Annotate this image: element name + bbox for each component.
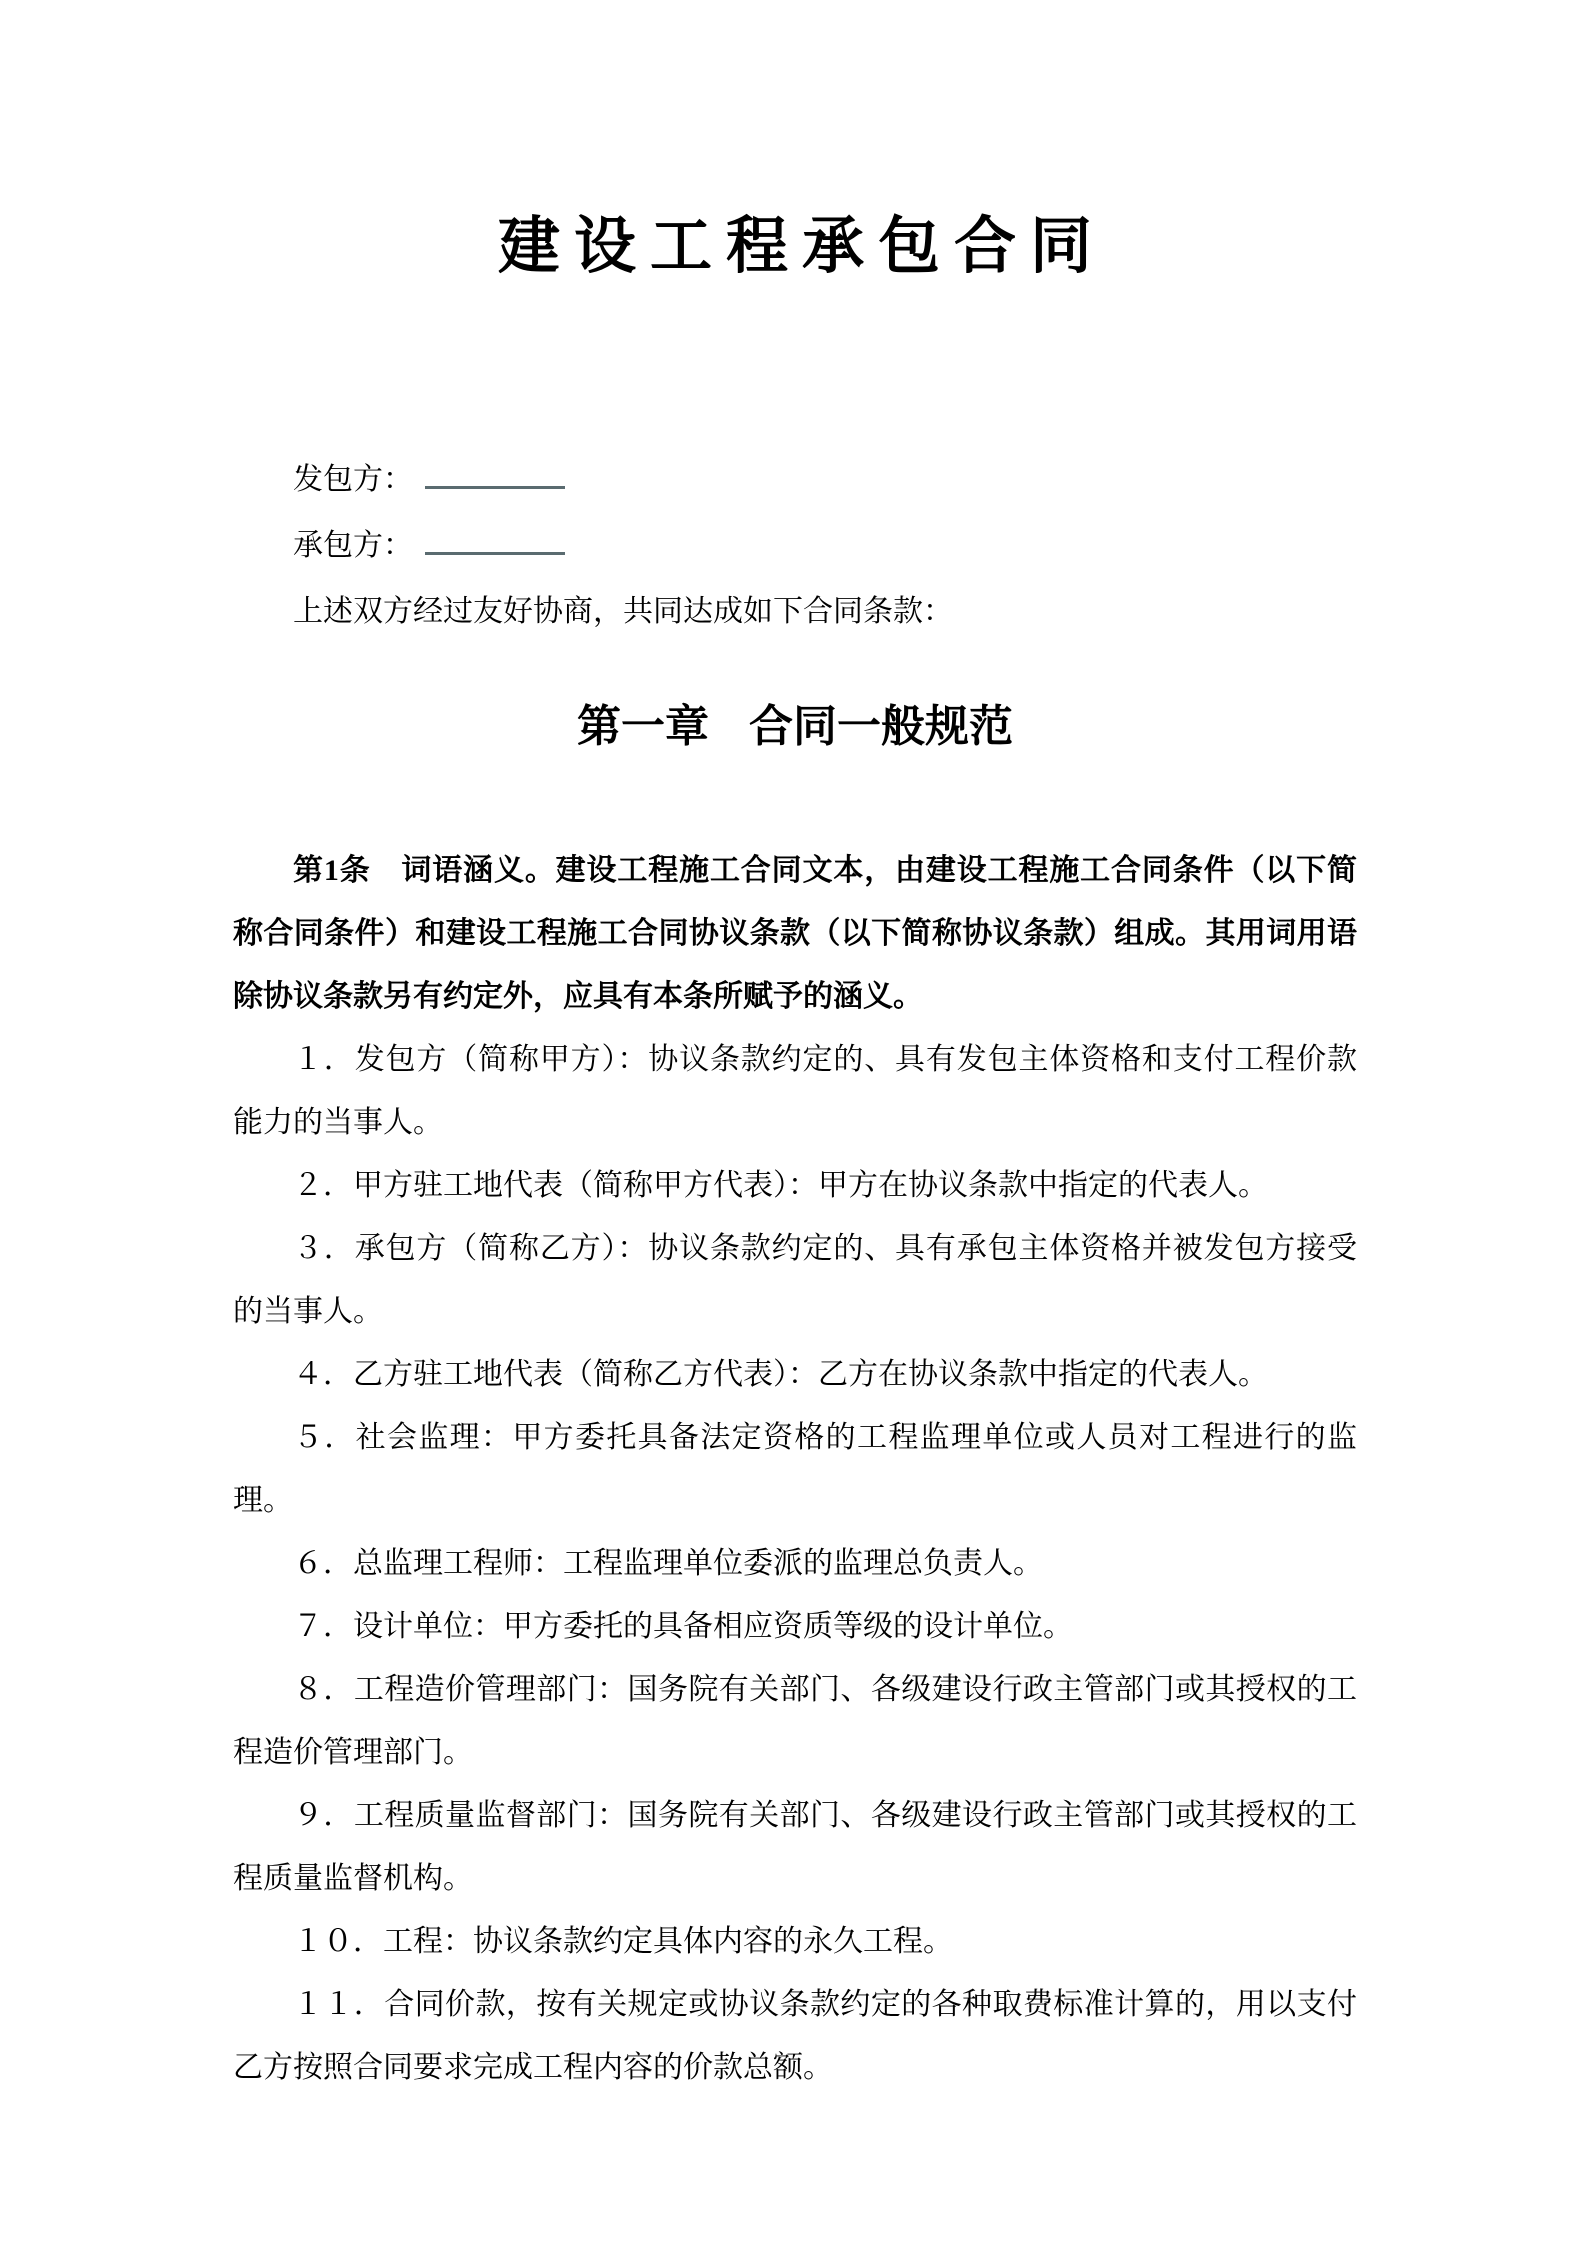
- clause-item: ４．乙方驻工地代表（简称乙方代表）：乙方在协议条款中指定的代表人。: [293, 1358, 1268, 1391]
- intro-line: 上述双方经过友好协商，共同达成如下合同条款：: [293, 595, 953, 628]
- chapter-number: 第一章: [577, 702, 709, 751]
- party-a-label: 发包方：: [293, 463, 413, 496]
- clause-item: １１．合同价款，按有关规定或协议条款约定的各种取费标准计算的，用以支付乙方按照合同要求完成工程内容的价款总额。: [233, 1988, 1357, 2084]
- party-b-label: 承包方：: [293, 529, 413, 562]
- party-a-line: [293, 447, 1357, 513]
- document-title: 建设工程承包合同: [497, 213, 1106, 281]
- clause-item: ２．甲方驻工地代表（简称甲方代表）：甲方在协议条款中指定的代表人。: [293, 1169, 1268, 1202]
- clause-1-items: [233, 1028, 1357, 2099]
- clause-item: ３．承包方（简称乙方）：协议条款约定的、具有承包主体资格并被发包方接受的当事人。: [233, 1232, 1357, 1328]
- party-block: [293, 447, 1357, 645]
- contract-body: [233, 839, 1357, 2099]
- party-b-blank-field: [425, 526, 565, 555]
- chapter-heading: [233, 699, 1357, 755]
- clause-item: ８．工程造价管理部门：国务院有关部门、各级建设行政主管部门或其授权的工程造价管理部门。: [233, 1673, 1357, 1769]
- clause-item: ７．设计单位：甲方委托的具备相应资质等级的设计单位。: [293, 1610, 1073, 1643]
- party-a-blank-field: [425, 460, 565, 489]
- party-b-line: [293, 513, 1357, 579]
- clause-1-lead: 第1条 词语涵义。建设工程施工合同文本，由建设工程施工合同条件（以下简称合同条件）和建设工程施工合同协议条款（以下简称协议条款）组成。其用词用语除协议条款另有约定外，应具有本条所赋予的涵义。: [233, 854, 1357, 1013]
- clause-item: １．发包方（简称甲方）：协议条款约定的、具有发包主体资格和支付工程价款能力的当事人。: [233, 1043, 1357, 1139]
- chapter-title: 合同一般规范: [749, 702, 1013, 751]
- clause-item: ９．工程质量监督部门：国务院有关部门、各级建设行政主管部门或其授权的工程质量监督机构。: [233, 1799, 1357, 1895]
- clause-item: １０．工程：协议条款约定具体内容的永久工程。: [293, 1925, 953, 1958]
- clause-item: ５．社会监理：甲方委托具备法定资格的工程监理单位或人员对工程进行的监理。: [233, 1421, 1357, 1517]
- clause-item: ６．总监理工程师：工程监理单位委派的监理总负责人。: [293, 1547, 1043, 1580]
